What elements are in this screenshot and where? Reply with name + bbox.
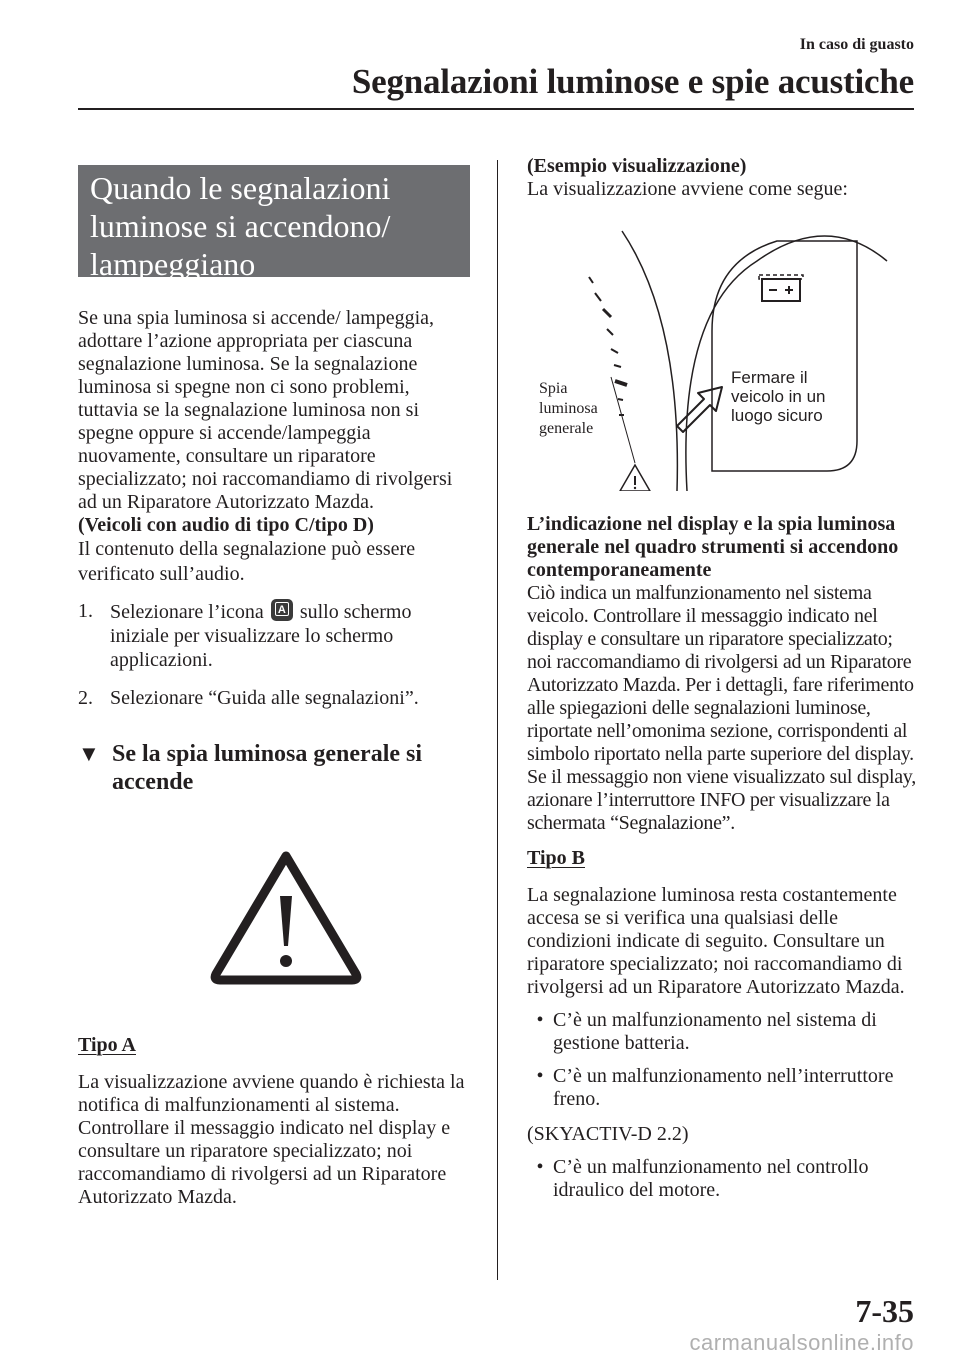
step-number: 2. — [78, 687, 93, 709]
example-text: La visualizzazione avviene come segue: — [527, 178, 848, 200]
callout-line: generale — [539, 420, 594, 437]
bullet-item — [527, 1156, 917, 1202]
bullet-icon: • — [536, 1156, 544, 1178]
step-text: Selezionare l’icona — [110, 601, 264, 623]
skyactiv-label: (SKYACTIV-D 2.2) — [527, 1123, 689, 1145]
triangle-down-icon: ▼ — [78, 741, 100, 766]
display-figure — [527, 201, 917, 491]
bullet-text: C’è un malfunzionamento nel controllo idraulico del motore. — [553, 1156, 869, 1201]
display-figure-drawing — [527, 201, 917, 491]
page-title: Segnalazioni luminose e spie acustiche — [351, 62, 914, 101]
bullet-icon: • — [536, 1009, 544, 1031]
header-rule — [78, 108, 914, 110]
audio-heading: (Veicoli con audio di tipo C/tipo D) — [78, 514, 374, 536]
example-heading: (Esempio visualizzazione) — [527, 155, 747, 177]
callout-line: Spia — [539, 380, 568, 397]
bullet-text: C’è un malfunzionamento nell’interruttore freno. — [553, 1065, 894, 1110]
message-line: veicolo in un — [731, 387, 826, 406]
tipo-a-text: La visualizzazione avviene quando è richiesta la notifica di malfunzionamenti al sistema. — [78, 1071, 465, 1116]
warning-figure — [78, 796, 470, 1026]
column-divider — [497, 160, 498, 1280]
tipo-b-text: La segnalazione luminosa resta costantemente accesa se si verifica una qualsiasi delle condizioni indicate di seguito. Consultare un riparatore specializzato; noi raccomandiamo di rivolgersi ad un Riparatore Autorizzato Mazda. — [527, 884, 905, 998]
list-item — [78, 686, 470, 710]
banner-line: lampeggiano — [90, 246, 256, 282]
callout-label — [539, 379, 598, 439]
left-column — [78, 165, 470, 1209]
watermark: carmanualsonline.info — [689, 1330, 914, 1355]
subheading-text: Se la spia luminosa generale si accende — [112, 741, 423, 795]
step-text: Selezionare “Guida alle segnalazioni”. — [110, 687, 419, 709]
tipo-a-heading: Tipo A — [78, 1034, 136, 1056]
display-message — [731, 368, 826, 425]
list-item — [78, 599, 470, 672]
display-text: Ciò indica un malfunzionamento nel sistema veicolo. Controllare il messaggio indicato nel display e consultare un riparatore specializzato; noi raccomandiamo di rivolgersi ad un Riparatore Autorizzato Mazda. Per i dettagli, fare riferimento alle spiegazioni delle segnalazioni luminose, riportate nell’omonima sezione, corrispondenti al simbolo riportato nella parte superiore del display. Se il messaggio non viene visualizzato sul display, azionare l’interruttore INFO per visualizzare la schermata “Segnalazione”. — [527, 582, 916, 834]
display-heading: L’indicazione nel display e la spia luminosa generale nel quadro strumenti si accendono contemporaneamente — [527, 513, 899, 581]
bullet-item — [527, 1009, 917, 1055]
banner-line: Quando le segnalazioni — [90, 170, 391, 206]
warning-triangle-icon — [206, 846, 366, 986]
right-column — [527, 155, 917, 1202]
tipo-a-text: Controllare il messaggio indicato nel display e consultare un riparatore specializzato; noi raccomandiamo di rivolgersi ad un Riparatore Autorizzato Mazda. — [78, 1117, 451, 1208]
applications-icon: A — [271, 599, 293, 621]
banner-line: luminose si accendono/ — [90, 208, 391, 244]
audio-text: Il contenuto della segnalazione può essere verificato sull’audio. — [78, 538, 416, 585]
step-text: sullo schermo iniziale per visualizzare lo schermo applicazioni. — [110, 601, 412, 671]
section-banner — [78, 165, 470, 282]
message-line: luogo sicuro — [731, 406, 823, 425]
bullet-text: C’è un malfunzionamento nel sistema di gestione batteria. — [553, 1009, 877, 1054]
section-label: In caso di guasto — [799, 36, 914, 53]
step-number: 1. — [78, 600, 93, 622]
subheading — [78, 740, 470, 796]
page-number: 7-35 — [855, 1293, 914, 1329]
callout-line: luminosa — [539, 400, 598, 417]
bullet-icon: • — [536, 1065, 544, 1087]
tipo-b-heading: Tipo B — [527, 847, 585, 869]
bullet-item — [527, 1065, 917, 1111]
message-line: Fermare il — [731, 368, 808, 387]
intro-paragraph: Se una spia luminosa si accende/ lampeggia, adottare l’azione appropriata per ciascuna segnalazione luminosa. Se la segnalazione luminosa si spegne non ci sono problemi, tuttavia se la segnalazione luminosa non si spegne oppure si accende/lampeggia nuovamente, consultare un riparatore specializzato; noi raccomandiamo di rivolgersi ad un Riparatore Autorizzato Mazda. — [78, 307, 453, 513]
battery-icon — [759, 275, 803, 301]
